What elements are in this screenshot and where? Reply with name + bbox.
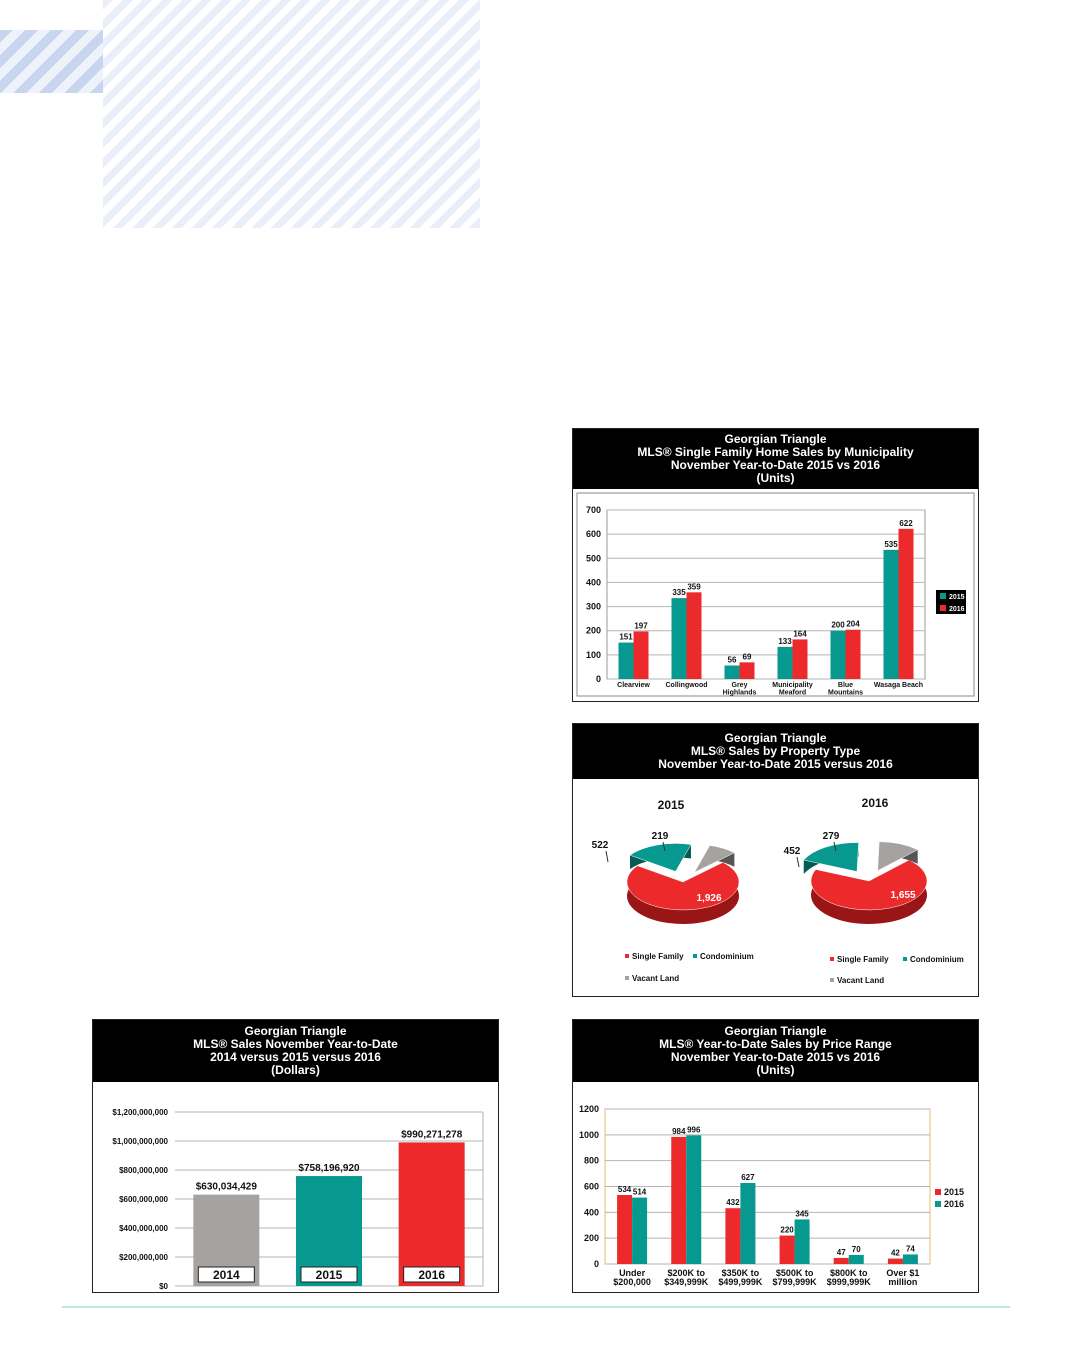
bar-2015 <box>888 1259 903 1264</box>
bar-2016 <box>899 529 914 679</box>
data-label: 535 <box>884 539 898 549</box>
chart-title-line: 2014 versus 2015 versus 2016 <box>210 1050 381 1064</box>
legend-label: 2015 <box>944 1187 965 1197</box>
legend-swatch-2016 <box>935 1201 941 1207</box>
x-category-label: $200K to <box>667 1268 706 1278</box>
x-category-label: Under <box>619 1268 646 1278</box>
chart-title-line: MLS® Year-to-Date Sales by Price Range <box>659 1037 892 1051</box>
bar-2016 <box>795 1219 810 1264</box>
legend-label: 2016 <box>949 606 965 613</box>
legend-label: Vacant Land <box>632 974 680 983</box>
data-label: 984 <box>672 1126 686 1136</box>
bar-2016 <box>634 631 649 679</box>
bar-2015 <box>725 665 740 679</box>
y-tick-label: $400,000,000 <box>119 1224 168 1233</box>
y-tick-label: $800,000,000 <box>119 1166 168 1175</box>
y-tick-label: $1,200,000,000 <box>112 1108 168 1117</box>
y-tick-label: $1,000,000,000 <box>112 1137 168 1146</box>
bar-2015 <box>619 643 634 679</box>
x-category-label: Clearview <box>617 682 650 689</box>
x-category-label: Wasaga Beach <box>873 682 924 689</box>
x-category-label: Municipality <box>772 682 813 689</box>
data-label: 70 <box>851 1244 861 1254</box>
x-category-label: $350K to <box>721 1268 760 1278</box>
price-range-chart-panel <box>572 1019 979 1293</box>
footer-divider <box>62 1306 1010 1308</box>
pie-data-label: 522 <box>591 840 609 851</box>
bar-2016 <box>846 630 861 679</box>
bar-2016 <box>849 1255 864 1264</box>
legend-swatch-2016 <box>940 605 946 611</box>
chart-title-line: MLS® Sales November Year-to-Date <box>193 1037 398 1051</box>
chart-title-line: MLS® Sales by Property Type <box>690 744 861 758</box>
y-tick-label: 500 <box>585 553 601 564</box>
data-label: 627 <box>741 1173 755 1183</box>
data-label: $990,271,278 <box>401 1129 463 1141</box>
chart-title-line: (Dollars) <box>271 1063 320 1077</box>
x-category-label: Over $1 <box>886 1268 920 1278</box>
legend-swatch-2015 <box>935 1189 941 1195</box>
leader-line <box>797 857 799 867</box>
data-label: 56 <box>727 655 737 665</box>
dollar-volume-chart-panel <box>92 1019 499 1293</box>
data-label: 47 <box>836 1247 846 1257</box>
x-category-label: $499,999K <box>718 1277 763 1287</box>
chart-title-line: Georgian Triangle <box>724 432 827 446</box>
data-label: 359 <box>687 582 701 592</box>
chart-title-line: (Units) <box>756 471 795 485</box>
y-tick-label: 600 <box>585 529 601 540</box>
y-tick-label: $0 <box>159 1282 168 1291</box>
decorative-stripe-tab <box>0 30 103 93</box>
chart-title-line: Georgian Triangle <box>724 731 827 745</box>
pie-data-label: 279 <box>822 831 840 842</box>
pie-title: 2015 <box>657 798 685 812</box>
bar-2016 <box>686 1135 701 1264</box>
x-category-label: $999,999K <box>826 1277 871 1287</box>
bar-2016 <box>632 1198 647 1264</box>
legend-label: 2016 <box>944 1199 965 1209</box>
data-label: 345 <box>795 1209 809 1219</box>
x-category-label: Collingwood <box>665 682 708 689</box>
legend-label: Vacant Land <box>837 976 885 985</box>
bar-2015 <box>672 598 687 679</box>
data-label: $758,196,920 <box>298 1163 360 1175</box>
legend-swatch <box>830 978 834 982</box>
chart-title-line: Georgian Triangle <box>724 1024 827 1038</box>
price-range-chart-header <box>573 1020 978 1082</box>
x-category-label: Blue <box>837 682 854 689</box>
data-label: 197 <box>634 621 648 631</box>
property-type-chart-panel <box>572 723 979 997</box>
data-label: 164 <box>793 629 807 639</box>
municipality-bar-chart <box>573 489 978 701</box>
pie-data-label: 452 <box>783 846 801 857</box>
property-type-chart-header <box>573 724 978 779</box>
legend-swatch <box>625 976 629 980</box>
y-tick-label: $600,000,000 <box>119 1195 168 1204</box>
x-category-label: $200,000 <box>613 1277 651 1287</box>
y-tick-label: 0 <box>595 674 601 684</box>
bar-2016 <box>740 1183 755 1264</box>
y-tick-label: $200,000,000 <box>119 1253 168 1262</box>
chart-title-line: Georgian Triangle <box>244 1024 347 1038</box>
pie-data-label: 219 <box>651 831 669 842</box>
legend-label: 2015 <box>949 594 965 601</box>
x-category-label: million <box>888 1277 918 1287</box>
plot-frame <box>607 510 925 679</box>
municipality-chart-panel <box>572 428 979 702</box>
y-tick-label: 200 <box>583 1233 599 1244</box>
legend-swatch <box>830 957 834 961</box>
y-tick-label: 0 <box>593 1259 599 1269</box>
bar-2015 <box>617 1195 632 1264</box>
bar-2015 <box>834 1258 849 1264</box>
dollar-volume-chart-header <box>93 1020 498 1082</box>
decorative-stripe-panel <box>103 0 480 228</box>
bar-2015 <box>778 647 793 679</box>
legend-swatch-2015 <box>940 593 946 599</box>
x-category-label: $500K to <box>775 1268 814 1278</box>
y-tick-label: 200 <box>585 625 601 636</box>
bar-2015 <box>725 1208 740 1264</box>
x-category-label: Meaford <box>778 689 807 697</box>
data-label: 335 <box>672 588 686 598</box>
data-label: 42 <box>890 1248 900 1258</box>
data-label: $630,034,429 <box>195 1181 257 1193</box>
bar-2015 <box>884 550 899 679</box>
bar-2016 <box>740 662 755 679</box>
y-tick-label: 1200 <box>578 1104 599 1114</box>
legend-label: Condominium <box>910 955 964 964</box>
y-tick-label: 800 <box>583 1155 599 1166</box>
y-tick-label: 400 <box>585 577 601 588</box>
y-tick-label: 700 <box>585 505 601 515</box>
data-label: 996 <box>687 1125 701 1135</box>
dollar-volume-bar-chart <box>93 1082 498 1292</box>
chart-title-line: MLS® Single Family Home Sales by Municipality <box>637 445 914 459</box>
data-label: 204 <box>846 619 860 629</box>
x-category-label: Highlands <box>722 689 757 697</box>
legend-swatch <box>903 957 907 961</box>
data-label: 534 <box>617 1185 632 1195</box>
bar-2015 <box>831 631 846 679</box>
y-tick-label: 400 <box>583 1207 599 1218</box>
x-category-label: Mountains <box>828 689 863 697</box>
x-category-label: $349,999K <box>664 1277 709 1287</box>
data-label: 69 <box>742 652 752 662</box>
data-label: 220 <box>780 1225 794 1235</box>
data-label: 151 <box>619 632 633 642</box>
bar-2016 <box>399 1142 465 1286</box>
y-tick-label: 300 <box>585 601 601 612</box>
pie-data-label: 1,926 <box>696 893 722 904</box>
y-tick-label: 1000 <box>578 1129 599 1140</box>
x-category-label: $800K to <box>829 1268 868 1278</box>
legend-label: Single Family <box>632 952 684 961</box>
chart-title-line: November Year-to-Date 2015 vs 2016 <box>670 1050 881 1064</box>
legend-swatch <box>693 954 697 958</box>
bar-2016 <box>903 1254 918 1264</box>
x-category-label: 2014 <box>212 1268 240 1282</box>
chart-title-line: November Year-to-Date 2015 vs 2016 <box>670 458 881 472</box>
bar-2016 <box>687 592 702 679</box>
data-label: 622 <box>899 518 913 528</box>
data-label: 432 <box>726 1198 740 1208</box>
legend-swatch <box>625 954 629 958</box>
municipality-chart-header <box>573 429 978 489</box>
price-range-bar-chart <box>573 1082 978 1292</box>
x-category-label: $799,999K <box>772 1277 817 1287</box>
data-label: 133 <box>778 636 792 646</box>
chart-title-line: November Year-to-Date 2015 versus 2016 <box>658 757 893 771</box>
data-label: 514 <box>632 1187 647 1197</box>
y-tick-label: 100 <box>585 649 601 660</box>
bar-2015 <box>671 1137 686 1264</box>
chart-title-line: (Units) <box>756 1063 795 1077</box>
legend-label: Single Family <box>837 955 889 964</box>
x-category-label: 2016 <box>418 1268 446 1282</box>
leader-line <box>606 851 608 862</box>
bar-2015 <box>780 1236 795 1264</box>
pie-data-label: 1,655 <box>890 890 916 901</box>
x-category-label: 2015 <box>315 1268 343 1282</box>
legend-label: Condominium <box>700 952 754 961</box>
x-category-label: Grey <box>731 682 748 689</box>
bar-2016 <box>793 639 808 679</box>
pie-title: 2016 <box>861 796 889 810</box>
y-tick-label: 600 <box>583 1181 599 1192</box>
data-label: 74 <box>905 1244 915 1254</box>
data-label: 200 <box>831 620 845 630</box>
property-type-pie-charts <box>573 779 978 996</box>
